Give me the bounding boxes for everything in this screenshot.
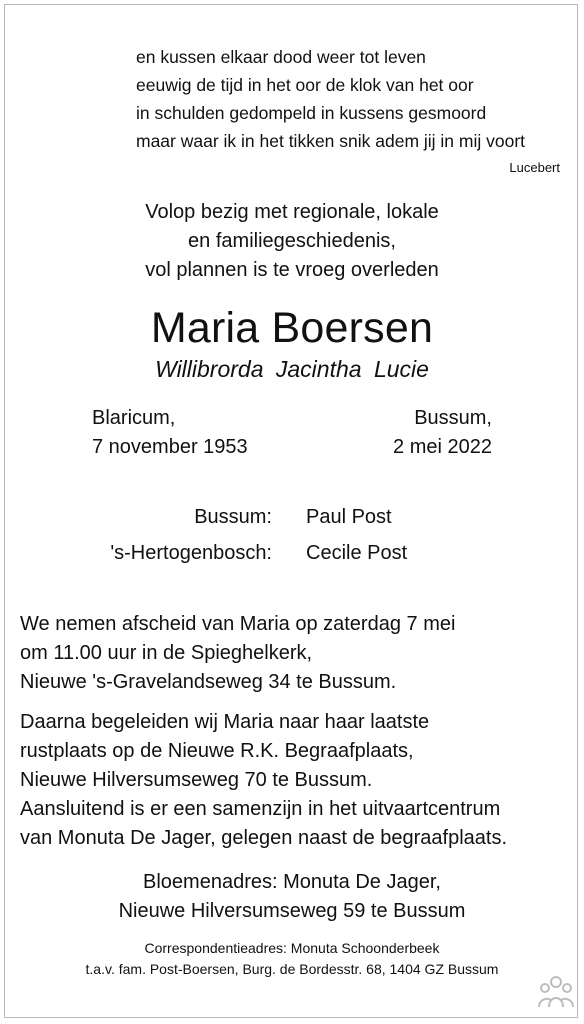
poem-author: Lucebert xyxy=(509,160,560,175)
farewell-line: We nemen afscheid van Maria op zaterdag 7 mei xyxy=(20,613,456,635)
burial-line: Daarna begeleiden wij Maria naar haar laatste xyxy=(20,711,430,733)
birth-place: Blaricum, xyxy=(92,407,176,429)
motto-line: vol plannen is te vroeg overleden xyxy=(145,259,439,281)
poem-line: eeuwig de tijd in het oor de klok van het oor xyxy=(136,75,474,95)
death-place: Bussum, xyxy=(414,407,492,429)
poem-line: in schulden gedompeld in kussens gesmoord xyxy=(136,103,487,123)
birth-date: 7 november 1953 xyxy=(92,436,248,458)
farewell-line: om 11.00 uur in de Spieghelkerk, xyxy=(20,642,313,664)
deceased-name: Maria Boersen xyxy=(150,304,434,352)
motto-line: en familiegeschiedenis, xyxy=(188,230,396,252)
correspondence-line: t.a.v. fam. Post-Boersen, Burg. de Bordesstr. 68, 1404 GZ Bussum xyxy=(85,961,499,977)
motto-line: Volop bezig met regionale, lokale xyxy=(145,201,439,223)
family-place: 's-Hertogenbosch: xyxy=(110,542,272,564)
poem-line: maar waar ik in het tikken snik adem jij in mij voort xyxy=(136,131,526,151)
poem-line: en kussen elkaar dood weer tot leven xyxy=(136,47,426,67)
family-name: Cecile Post xyxy=(306,542,408,564)
people-group-icon xyxy=(536,973,576,1013)
burial-line: rustplaats op de Nieuwe R.K. Begraafplaats, xyxy=(20,740,414,762)
flowers-line: Nieuwe Hilversumseweg 59 te Bussum xyxy=(118,900,466,922)
flowers-line: Bloemenadres: Monuta De Jager, xyxy=(143,871,441,893)
death-date: 2 mei 2022 xyxy=(393,436,492,458)
family-name: Paul Post xyxy=(306,506,392,528)
correspondence-line: Correspondentieadres: Monuta Schoonderbeek xyxy=(144,940,440,956)
burial-line: van Monuta De Jager, gelegen naast de begraafplaats. xyxy=(20,827,508,849)
burial-line: Aansluitend is er een samenzijn in het uitvaartcentrum xyxy=(20,798,501,820)
family-place: Bussum: xyxy=(194,506,272,528)
farewell-line: Nieuwe 's-Gravelandseweg 34 te Bussum. xyxy=(20,671,397,693)
notice-border xyxy=(4,4,578,1018)
burial-line: Nieuwe Hilversumseweg 70 te Bussum. xyxy=(20,769,373,791)
deceased-given-names: Willibrorda Jacintha Lucie xyxy=(155,356,429,382)
